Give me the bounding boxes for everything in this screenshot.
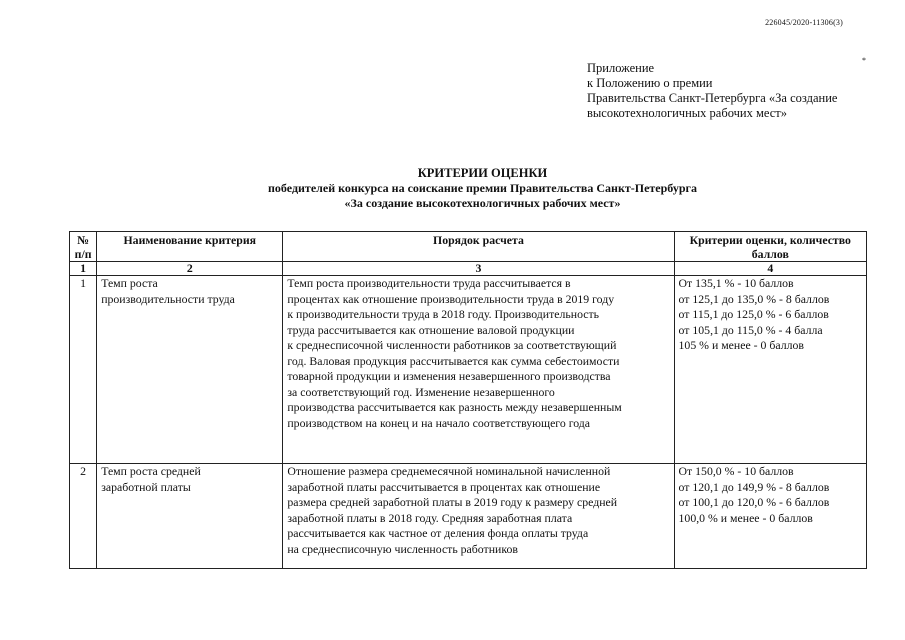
calculation-line: производством на конец и на начало соответствующего года <box>287 415 591 430</box>
table-header-row <box>70 232 867 262</box>
calculation-line: рассчитывается как частное от деления фонда оплаты труда <box>287 526 589 540</box>
calculation-line: производства рассчитывается как разность между незавершенным <box>287 400 622 414</box>
header-calculation-text: Порядок расчета <box>433 233 524 247</box>
score-line: 105 % и менее - 0 баллов <box>678 338 804 352</box>
header-calculation <box>283 232 674 262</box>
corner-mark: * <box>862 56 866 65</box>
column-index: 1 <box>70 262 97 276</box>
calculation-line: на среднесписочную численность работников <box>287 541 518 556</box>
header-criterion-name <box>97 232 283 262</box>
criterion-name <box>97 276 283 464</box>
score-criteria <box>674 276 866 464</box>
document-heading <box>30 166 905 211</box>
score-line: От 135,1 % - 10 баллов <box>678 276 794 290</box>
calculation-line: размера средней заработной платы в 2019 году к размеру средней <box>287 495 618 509</box>
appendix-line: к Положению о премии <box>587 76 713 90</box>
calculation-line: Отношение размера среднемесячной номинальной начисленной <box>287 464 611 478</box>
column-index: 2 <box>97 262 283 276</box>
appendix-line: Приложение <box>587 61 655 75</box>
heading-award-name: «За создание высокотехнологичных рабочих мест» <box>344 196 621 210</box>
calculation-line: за соответствующий год. Изменение незавершенного <box>287 384 555 399</box>
header-score-line: баллов <box>751 247 789 261</box>
score-line: от 100,1 до 120,0 % - 6 баллов <box>678 495 830 509</box>
header-score-line: Критерии оценки, количество <box>689 233 851 247</box>
row-number: 1 <box>70 276 97 464</box>
score-line: От 150,0 % - 10 баллов <box>678 464 794 478</box>
score-line: от 105,1 до 115,0 % - 4 балла <box>678 322 823 337</box>
calculation-line: товарной продукции и изменения незавершенного производства <box>287 369 611 383</box>
calculation-method <box>283 464 674 569</box>
calculation-line: к производительности труда в 2018 году. Производительность <box>287 307 600 321</box>
heading-title: КРИТЕРИИ ОЦЕНКИ <box>417 166 548 180</box>
criterion-name-line: Темп роста <box>101 276 158 290</box>
criterion-name-line: производительности труда <box>101 291 235 306</box>
calculation-line: заработной платы в 2018 году. Средняя заработная плата <box>287 510 573 525</box>
appendix-line: Правительства Санкт-Петербурга «За создание <box>587 91 838 105</box>
score-line: от 115,1 до 125,0 % - 6 баллов <box>678 307 829 321</box>
calculation-line: труда рассчитывается как отношение валовой продукции <box>287 322 575 337</box>
heading-subtitle: победителей конкурса на соискание премии Правительства Санкт-Петербурга <box>268 181 697 195</box>
column-index: 4 <box>674 262 866 276</box>
row-number: 2 <box>70 464 97 569</box>
criterion-name-line: Темп роста средней <box>101 464 201 478</box>
column-index: 3 <box>283 262 674 276</box>
criterion-name <box>97 464 283 569</box>
header-number-line: п/п <box>74 247 92 261</box>
column-index-row <box>70 262 867 276</box>
criterion-name-line: заработной платы <box>101 479 191 494</box>
calculation-line: год. Валовая продукция рассчитывается как сумма себестоимости <box>287 353 620 368</box>
table-row <box>70 276 867 464</box>
score-criteria <box>674 464 866 569</box>
document-registration-number: 226045/2020-11306(3) <box>765 18 843 27</box>
header-number-line: № <box>77 233 90 247</box>
criteria-table <box>69 231 867 569</box>
appendix-line: высокотехнологичных рабочих мест» <box>587 106 788 120</box>
score-line: от 120,1 до 149,9 % - 8 баллов <box>678 479 830 494</box>
score-line: от 125,1 до 135,0 % - 8 баллов <box>678 291 830 306</box>
header-criterion-name-text: Наименование критерия <box>123 233 257 247</box>
appendix-block <box>587 61 887 121</box>
header-score <box>674 232 866 262</box>
calculation-line: к среднесписочной численности работников за соответствующий <box>287 338 617 352</box>
table-row <box>70 464 867 569</box>
calculation-line: заработной платы рассчитывается в процентах как отношение <box>287 479 601 494</box>
calculation-line: процентах как отношение производительности труда в 2019 году <box>287 291 615 306</box>
header-number <box>70 232 97 262</box>
calculation-line: Темп роста производительности труда рассчитывается в <box>287 276 571 290</box>
calculation-method <box>283 276 674 464</box>
score-line: 100,0 % и менее - 0 баллов <box>678 510 813 525</box>
